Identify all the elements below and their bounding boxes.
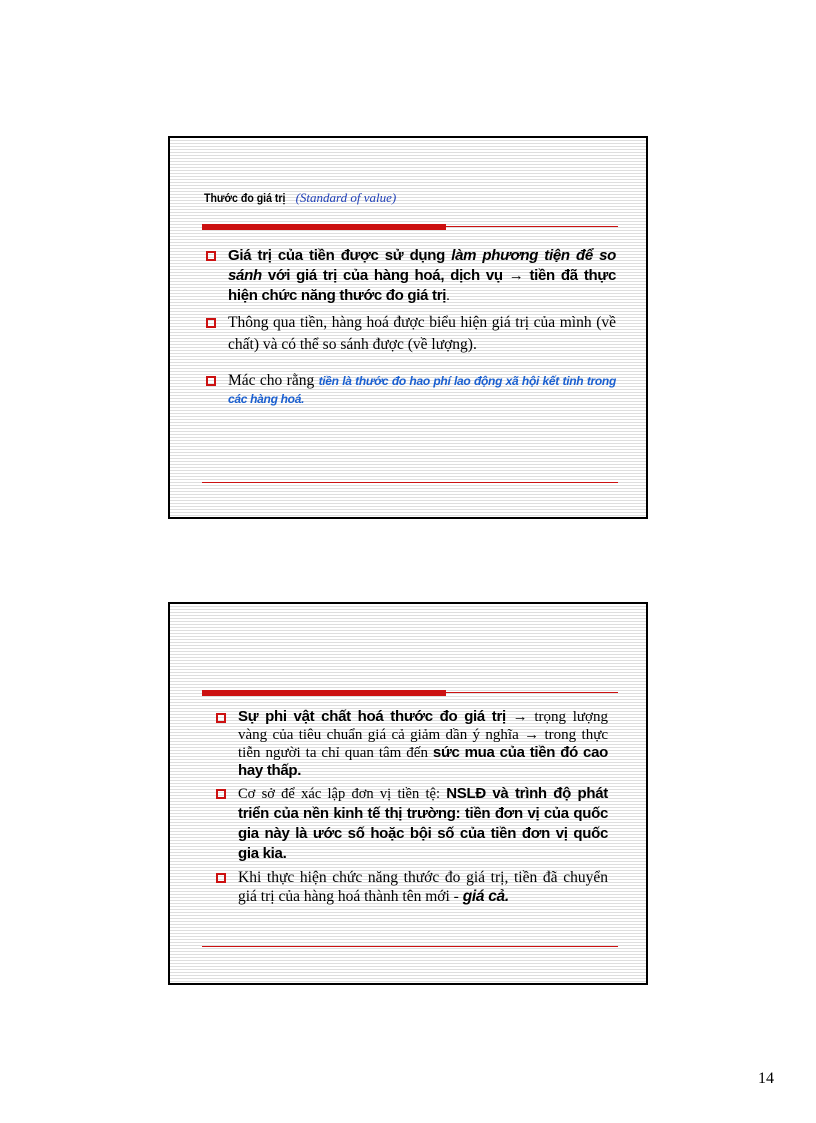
slide-title-english: (Standard of value) (295, 190, 397, 205)
bullet-list (204, 246, 616, 414)
bottom-rule (202, 946, 618, 947)
bullet-item: Sự phi vật chất hoá thước đo giá trị → trọng lượng vàng của tiêu chuẩn giá cả giảm dần ý nghĩa → trong thực tiễn người ta chỉ quan tâm đến sức mua của tiền đó cao hay thấp. (214, 708, 608, 780)
square-bullet-icon (206, 318, 216, 328)
title-underline-thick (202, 690, 446, 696)
slide-standard-of-value (168, 136, 648, 519)
square-bullet-icon (216, 789, 226, 799)
bullet-item: Giá trị của tiền được sử dụng làm phương tiện để so sánh với giá trị của hàng hoá, dịch vụ → tiền đã thực hiện chức năng thước đo giá trị. (204, 246, 616, 306)
title-underline-thin (446, 226, 618, 227)
slide-title-vietnamese: Thước đo giá trị (204, 191, 286, 205)
bullet-item: Thông qua tiền, hàng hoá được biểu hiện giá trị của mình (về chất) và có thể so sánh được (về lượng). (204, 312, 616, 356)
square-bullet-icon (216, 873, 226, 883)
page-number: 14 (758, 1070, 774, 1087)
title-underline-thin (446, 692, 618, 693)
bullet-item: Khi thực hiện chức năng thước đo giá trị, tiền đã chuyển giá trị của hàng hoá thành tên mới - giá cả. (214, 868, 608, 906)
bottom-rule (202, 482, 618, 483)
bullet-item: Mác cho rằng tiền là thước đo hao phí lao động xã hội kết tinh trong các hàng hoá. (204, 372, 616, 408)
bullet-list (214, 708, 608, 910)
slide-dematerialization (168, 602, 648, 985)
square-bullet-icon (216, 713, 226, 723)
slide-title (204, 190, 396, 206)
title-underline-thick (202, 224, 446, 230)
bullet-item: Cơ sở để xác lập đơn vị tiền tệ: NSLĐ và trình độ phát triển của nền kinh tế thị trường: tiền đơn vị của quốc gia này là ước số hoặc bội số của tiền đơn vị quốc gia kia. (214, 784, 608, 864)
square-bullet-icon (206, 376, 216, 386)
square-bullet-icon (206, 251, 216, 261)
